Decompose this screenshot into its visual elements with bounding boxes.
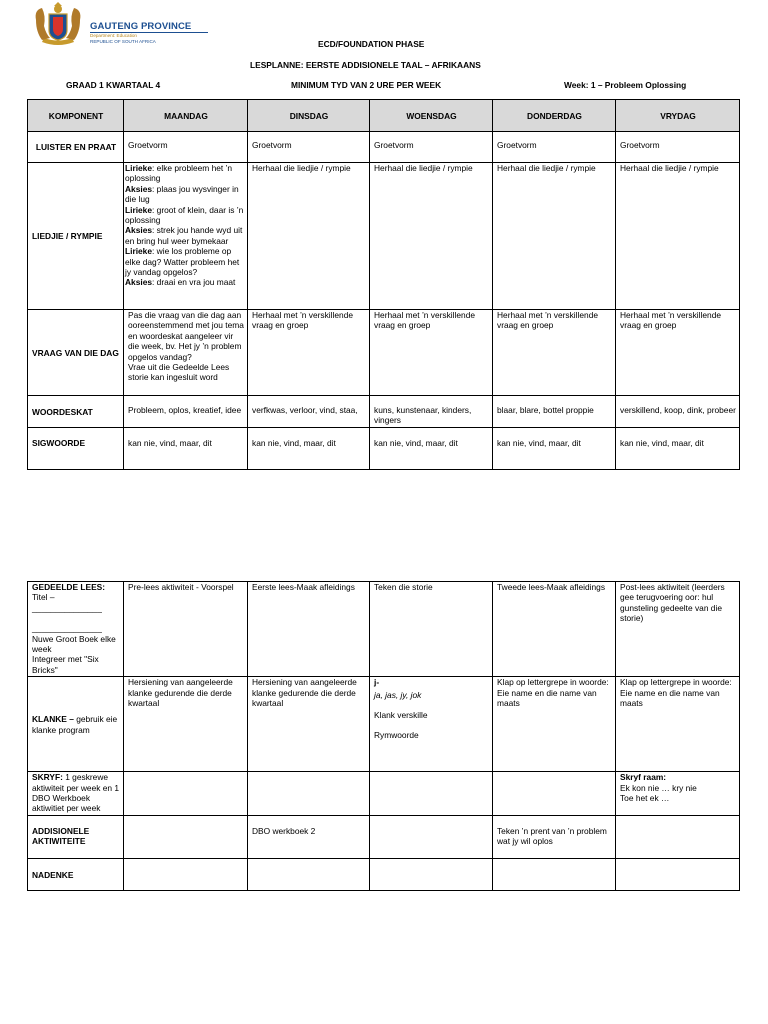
table-row [28, 815, 740, 858]
table-cell [370, 815, 493, 858]
row-label-nadenke: NADENKE [28, 858, 124, 890]
logo-province-name: GAUTENG PROVINCE [90, 21, 192, 32]
table-cell: Herhaal die liedjie / rympie [370, 163, 493, 310]
table-cell: Pas die vraag van die dag aan ooreenstemmend met jou tema en woordeskat aangeleer vir die week, bv. Het jy ’n problem opgelos vandag? Vrae uit die Gedeelde Lees storie kan ingesluit word [124, 310, 248, 396]
table-cell [124, 772, 248, 816]
table-cell [616, 815, 740, 858]
row-label-liedjie-rympie: LIEDJIE / RYMPIE [28, 163, 124, 310]
row-label-gedeelde-lees: GEDEELDE LEES: Titel – _______________ _______________ Nuwe Groot Boek elke week Integreer met "Six Bricks" [28, 582, 124, 677]
table-cell: blaar, blare, bottel proppie [493, 396, 616, 428]
table-cell: Pre-lees aktiwiteit - Voorspel [124, 582, 248, 677]
gauteng-logo [32, 2, 192, 48]
table-cell: Herhaal die liedjie / rympie [616, 163, 740, 310]
minimum-time: MINIMUM TYD VAN 2 URE PER WEEK [291, 80, 442, 90]
table-cell: Lirieke: elke probleem het ’n oplossing Aksies: plaas jou wysvinger in die lug Lirieke: groot of klein, daar is ’n oplossing Aksies: strek jou hande wyd uit en bring hul weer bymekaar Lirieke: wie los probleme op elke dag? Watter probleem het jy vandag opgelos? Aksies: draai en vra jou maat [124, 163, 248, 310]
table-cell: kuns, kunstenaar, kinders, vingers [370, 396, 493, 428]
table-cell: Skryf raam: Ek kon nie … kry nie Toe het ek … [616, 772, 740, 816]
phase-heading: ECD/FOUNDATION PHASE [318, 39, 425, 49]
table-cell: Hersiening van aangeleerde klanke gedurende die derde kwartaal [248, 677, 370, 772]
table-cell: Herhaal met ’n verskillende vraag en groep [616, 310, 740, 396]
logo-country: REPUBLIC OF SOUTH AFRICA [90, 39, 156, 44]
table-cell: verfkwas, verloor, vind, staa, [248, 396, 370, 428]
table-cell [493, 858, 616, 890]
column-header-donderdag: DONDERDAG [493, 100, 616, 132]
table-cell: Klap op lettergrepe in woorde: Eie name en die name van maats [493, 677, 616, 772]
table-cell [248, 858, 370, 890]
table-row [28, 677, 740, 772]
column-header-vrydag: VRYDAG [616, 100, 740, 132]
table-cell: kan nie, vind, maar, dit [124, 428, 248, 470]
table-cell: Herhaal met ’n verskillende vraag en groep [248, 310, 370, 396]
table-cell: Teken die storie [370, 582, 493, 677]
table-row [28, 310, 740, 396]
table-cell: Groetvorm [616, 132, 740, 163]
table-cell [248, 772, 370, 816]
table-row [28, 858, 740, 890]
row-label-klanke: KLANKE – gebruik eie klanke program [28, 677, 124, 772]
column-header-komponent: KOMPONENT [28, 100, 124, 132]
table-header-row [28, 100, 740, 132]
table-cell: DBO werkboek 2 [248, 815, 370, 858]
table-row [28, 428, 740, 470]
table-row [28, 772, 740, 816]
table-cell [370, 772, 493, 816]
table-cell: Groetvorm [370, 132, 493, 163]
table-cell: Groetvorm [248, 132, 370, 163]
row-label-luister-en-praat: LUISTER EN PRAAT [28, 132, 124, 163]
table-row [28, 163, 740, 310]
table-cell: Teken ’n prent van ’n problem wat jy wil oplos [493, 815, 616, 858]
column-header-woensdag: WOENSDAG [370, 100, 493, 132]
column-header-dinsdag: DINSDAG [248, 100, 370, 132]
row-label-skryf: SKRYF: 1 geskrewe aktiwiteit per week en 1 DBO Werkboek aktiwitiet per week [28, 772, 124, 816]
table-row [28, 582, 740, 677]
table-cell [124, 858, 248, 890]
lesson-plan-table-2 [27, 581, 740, 891]
table-cell: Tweede lees-Maak afleidings [493, 582, 616, 677]
table-cell [616, 858, 740, 890]
table-row [28, 396, 740, 428]
table-cell: Herhaal die liedjie / rympie [493, 163, 616, 310]
table-cell: kan nie, vind, maar, dit [370, 428, 493, 470]
table-cell: Eerste lees-Maak afleidings [248, 582, 370, 677]
row-label-addisionele-aktiwiteite: ADDISIONELE AKTIWITEITE [28, 815, 124, 858]
row-label-vraag-van-die-dag: VRAAG VAN DIE DAG [28, 310, 124, 396]
table-cell: kan nie, vind, maar, dit [616, 428, 740, 470]
table-cell: Groetvorm [493, 132, 616, 163]
document-title: LESPLANNE: EERSTE ADDISIONELE TAAL – AFRIKAANS [250, 60, 481, 70]
table-cell: Probleem, oplos, kreatief, idee [124, 396, 248, 428]
table-cell: kan nie, vind, maar, dit [248, 428, 370, 470]
row-label-woordeskat: WOORDESKAT [28, 396, 124, 428]
table-cell [124, 815, 248, 858]
table-cell: kan nie, vind, maar, dit [493, 428, 616, 470]
table-cell: Herhaal die liedjie / rympie [248, 163, 370, 310]
table-cell [370, 858, 493, 890]
week-topic: Week: 1 – Probleem Oplossing [564, 80, 687, 90]
table-cell: Herhaal met ’n verskillende vraag en groep [370, 310, 493, 396]
column-header-maandag: MAANDAG [124, 100, 248, 132]
table-cell: Post-lees aktiwiteit (leerders gee terugvoering oor: hul gunsteling gedeelte van die storie) [616, 582, 740, 677]
lesson-plan-table-1 [27, 99, 740, 470]
table-row [28, 132, 740, 163]
table-cell: verskillend, koop, dink, probeer [616, 396, 740, 428]
grade-term: GRAAD 1 KWARTAAL 4 [66, 80, 161, 90]
table-cell: Herhaal met ’n verskillende vraag en groep [493, 310, 616, 396]
table-cell: j- ja, jas, jy, jok Klank verskille Rymwoorde [370, 677, 493, 772]
table-cell [493, 772, 616, 816]
table-cell: Hersiening van aangeleerde klanke gedurende die derde kwartaal [124, 677, 248, 772]
table-cell: Groetvorm [124, 132, 248, 163]
logo-department: Department: Education [90, 33, 137, 38]
table-cell: Klap op lettergrepe in woorde: Eie name en die name van maats [616, 677, 740, 772]
row-label-sigwoorde: SIGWOORDE [28, 428, 124, 470]
coat-of-arms-icon [32, 2, 84, 48]
